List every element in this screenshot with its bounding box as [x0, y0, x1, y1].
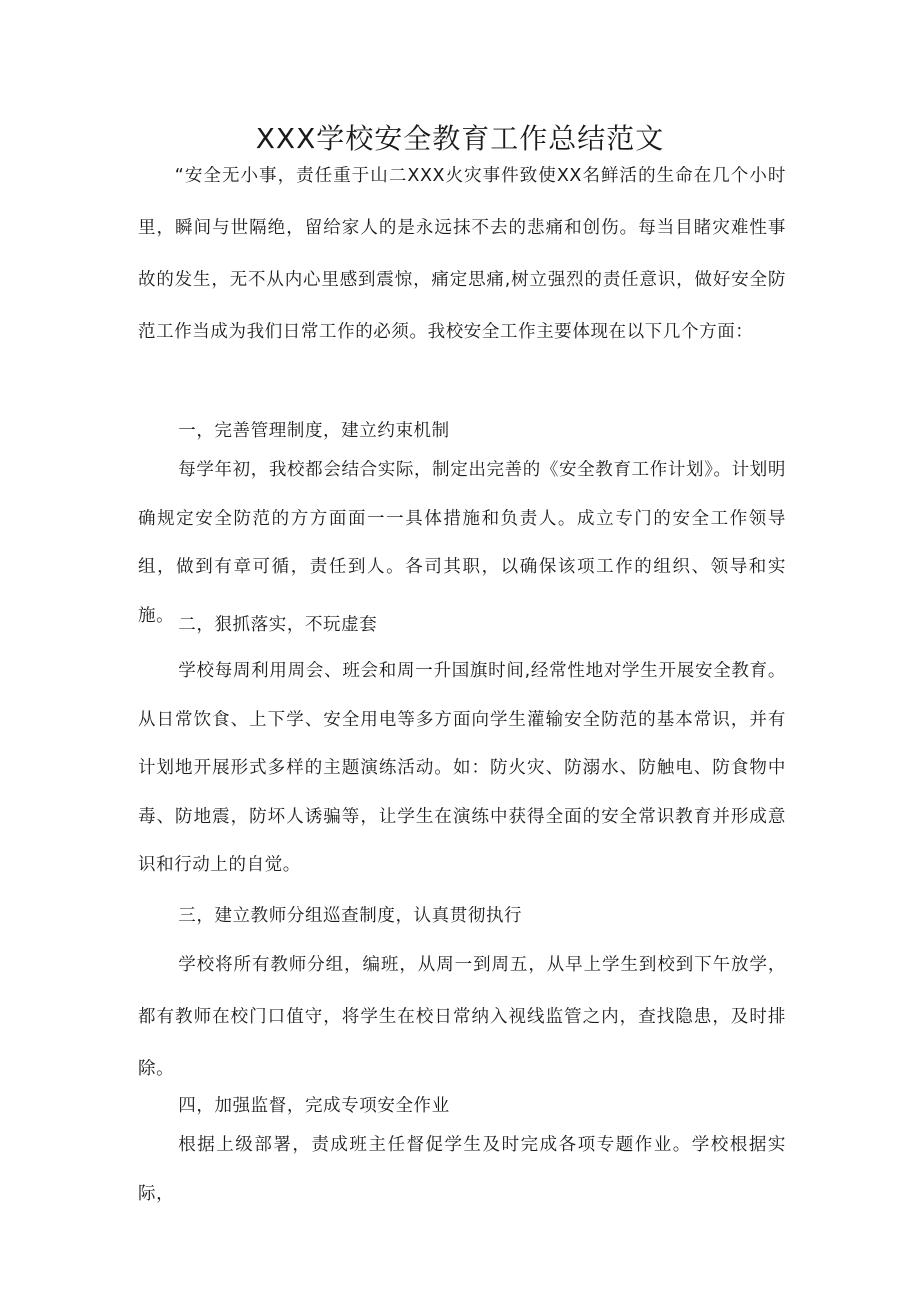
section-paragraph-2: 学校每周利用周会、班会和周一升国旗时间,经常性地对学生开展安全教育。从日常饮食、上下学、安全用电等多方面向学生灌输安全防范的基本常识，并有计划地开展形式多样的主题演练活动。如：防火灾、防溺水、防触电、防食物中毒、防地震，防坏人诱骗等，让学生在演练中获得全面的安全常识教育并形成意识和行动上的自觉。 [138, 661, 786, 875]
section-heading-2: 二，狠抓落实，不玩虚套 [178, 615, 378, 635]
intro-paragraph: “安全无小事，责任重于山二XXX火灾事件致使XX名鲜活的生命在几个小时里，瞬间与世隔绝，留给家人的是永远抹不去的悲痛和创伤。每当目睹灾难性事故的发生，无不从内心里感到震惊，痛定思痛,树立强烈的责任意识，做好安全防范工作当成为我们日常工作的必须。我校安全工作主要体现在以下几个方面： [138, 166, 786, 342]
section-heading-3: 三，建立教师分组巡查制度，认真贯彻执行 [178, 906, 523, 926]
document-title: XXX学校安全教育工作总结范文 [255, 122, 665, 155]
section-heading-4: 四，加强监督，完成专项安全作业 [178, 1096, 450, 1116]
section-paragraph-4: 根据上级部署，责成班主任督促学生及时完成各项专题作业。学校根据实际， [138, 1135, 786, 1204]
section-paragraph-1: 每学年初，我校都会结合实际，制定出完善的《安全教育工作计划》。计划明确规定安全防范的方方面面一一具体措施和负责人。成立专门的安全工作领导组，做到有章可循，责任到人。各司其职，以确保该项工作的组织、领导和实施。 [138, 460, 786, 626]
section-paragraph-3: 学校将所有教师分组，编班，从周一到周五，从早上学生到校到下午放学，都有教师在校门口值守，将学生在校日常纳入视线监管之内，查找隐患，及时排除。 [138, 955, 786, 1079]
section-heading-1: 一，完善管理制度，建立约束机制 [178, 421, 450, 441]
